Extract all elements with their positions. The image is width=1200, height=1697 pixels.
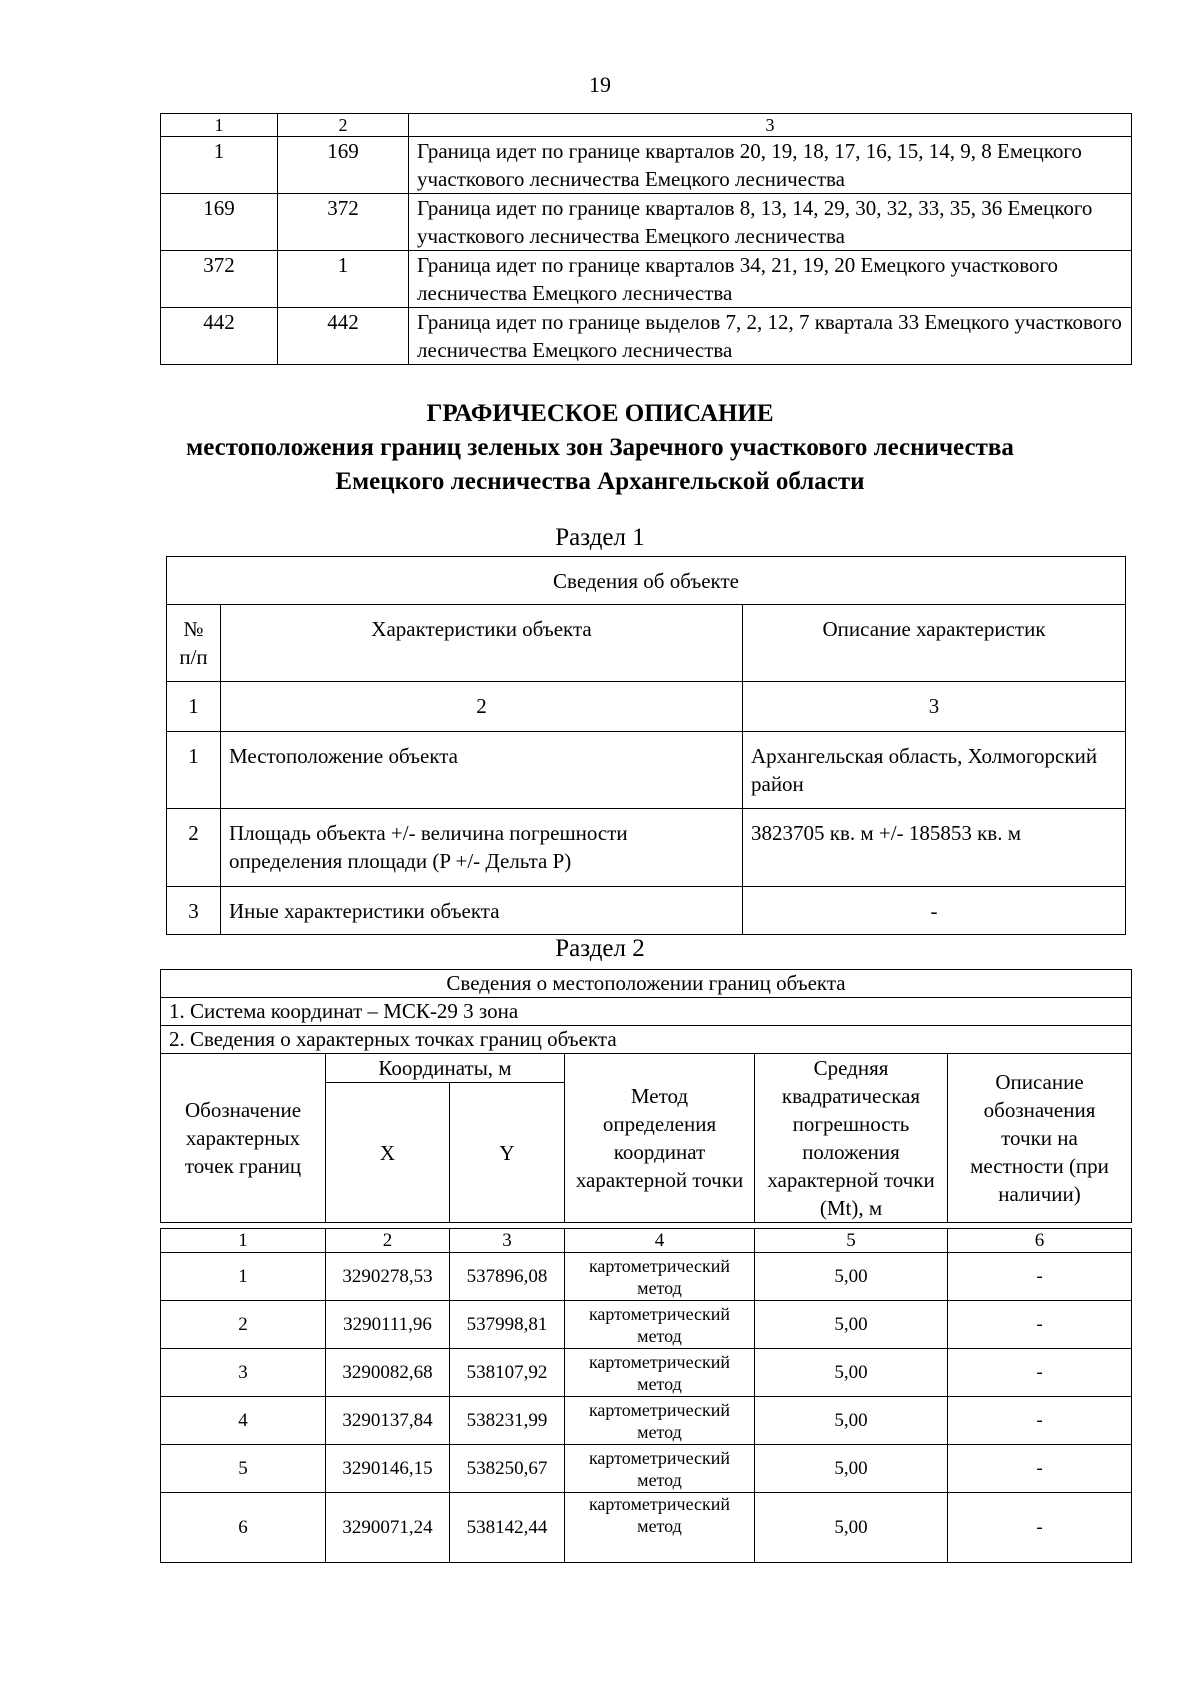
header-cell-characteristic: Характеристики объекта xyxy=(221,605,743,682)
table-title: Сведения об объекте xyxy=(167,557,1126,605)
coordinates-header-table xyxy=(160,969,1132,1223)
point-description: - xyxy=(948,1445,1132,1493)
to-point: 169 xyxy=(278,137,409,194)
table-row xyxy=(161,251,1132,308)
header-cell-method: Метод определения координат характерной точки xyxy=(565,1054,755,1223)
header-cell-description: Описание обозначения точки на местности (при наличии) xyxy=(948,1054,1132,1223)
boundary-description: Граница идет по границе кварталов 34, 21, 19, 20 Емецкого участкового лесничества Емецкого лесничества xyxy=(409,251,1132,308)
boundary-description: Граница идет по границе кварталов 20, 19, 18, 17, 16, 15, 14, 9, 8 Емецкого участкового лесничества Емецкого лесничества xyxy=(409,137,1132,194)
point-method: картометрический метод xyxy=(565,1349,755,1397)
index-cell: 6 xyxy=(948,1229,1132,1253)
info-row xyxy=(161,1026,1132,1054)
header-cell: 1 xyxy=(161,114,278,137)
row-description: - xyxy=(743,887,1126,935)
table-row xyxy=(161,1397,1132,1445)
boundary-description: Граница идет по границе выделов 7, 2, 12, 7 квартала 33 Емецкого участкового лесничества Емецкого лесничества xyxy=(409,308,1132,365)
index-cell: 1 xyxy=(161,1229,326,1253)
title-line: ГРАФИЧЕСКОЕ ОПИСАНИЕ xyxy=(426,400,774,427)
index-cell: 3 xyxy=(450,1229,565,1253)
header-cell-coordinates: Координаты, м xyxy=(326,1054,565,1083)
boundary-description: Граница идет по границе кварталов 8, 13, 14, 29, 30, 32, 33, 35, 36 Емецкого участкового лесничества Емецкого лесничества xyxy=(409,194,1132,251)
index-cell: 5 xyxy=(755,1229,948,1253)
table-row xyxy=(161,308,1132,365)
table-row xyxy=(161,1493,1132,1563)
point-y: 538231,99 xyxy=(450,1397,565,1445)
point-x: 3290082,68 xyxy=(326,1349,450,1397)
index-row xyxy=(167,682,1126,732)
coordinate-system: 1. Система координат – МСК-29 3 зона xyxy=(161,998,1132,1026)
point-method: картометрический метод xyxy=(565,1301,755,1349)
table-header-row xyxy=(161,114,1132,137)
point-number: 6 xyxy=(161,1493,326,1563)
point-error: 5,00 xyxy=(755,1253,948,1301)
point-y: 538107,92 xyxy=(450,1349,565,1397)
point-x: 3290111,96 xyxy=(326,1301,450,1349)
from-point: 1 xyxy=(161,137,278,194)
to-point: 372 xyxy=(278,194,409,251)
point-error: 5,00 xyxy=(755,1493,948,1563)
from-point: 442 xyxy=(161,308,278,365)
point-method: картометрический метод xyxy=(565,1253,755,1301)
header-cell-num: № п/п xyxy=(167,605,221,682)
coordinates-table xyxy=(160,1228,1132,1563)
index-cell: 4 xyxy=(565,1229,755,1253)
point-description: - xyxy=(948,1397,1132,1445)
point-method: картометрический метод xyxy=(565,1493,755,1563)
to-point: 442 xyxy=(278,308,409,365)
row-description: Архангельская область, Холмогорский район xyxy=(743,732,1126,809)
point-number: 2 xyxy=(161,1301,326,1349)
point-error: 5,00 xyxy=(755,1445,948,1493)
table-title-row xyxy=(167,557,1126,605)
point-x: 3290146,15 xyxy=(326,1445,450,1493)
title-line: Емецкого лесничества Архангельской области xyxy=(335,468,865,495)
point-error: 5,00 xyxy=(755,1397,948,1445)
row-num: 3 xyxy=(167,887,221,935)
table-header-row xyxy=(167,605,1126,682)
table-row xyxy=(161,1253,1132,1301)
table-row xyxy=(161,137,1132,194)
table-row xyxy=(167,887,1126,935)
page-number: 19 xyxy=(589,72,611,97)
header-cell: 3 xyxy=(409,114,1132,137)
table-title: Сведения о местоположении границ объекта xyxy=(161,970,1132,998)
point-number: 4 xyxy=(161,1397,326,1445)
point-error: 5,00 xyxy=(755,1301,948,1349)
index-cell: 2 xyxy=(326,1229,450,1253)
document-title xyxy=(0,397,1200,499)
header-cell-point: Обозначение характерных точек границ xyxy=(161,1054,326,1223)
boundary-table xyxy=(160,113,1132,365)
header-cell-description: Описание характеристик xyxy=(743,605,1126,682)
point-y: 537998,81 xyxy=(450,1301,565,1349)
point-number: 1 xyxy=(161,1253,326,1301)
index-cell: 3 xyxy=(743,682,1126,732)
point-description: - xyxy=(948,1493,1132,1563)
row-characteristic: Иные характеристики объекта xyxy=(221,887,743,935)
header-cell-x: X xyxy=(326,1083,450,1223)
point-method: картометрический метод xyxy=(565,1445,755,1493)
table-row xyxy=(167,809,1126,887)
row-num: 2 xyxy=(167,809,221,887)
row-num: 1 xyxy=(167,732,221,809)
index-cell: 1 xyxy=(167,682,221,732)
to-point: 1 xyxy=(278,251,409,308)
point-y: 538142,44 xyxy=(450,1493,565,1563)
point-number: 5 xyxy=(161,1445,326,1493)
points-info: 2. Сведения о характерных точках границ объекта xyxy=(161,1026,1132,1054)
table-header-row xyxy=(161,1054,1132,1083)
index-cell: 2 xyxy=(221,682,743,732)
point-method: картометрический метод xyxy=(565,1397,755,1445)
table-title-row xyxy=(161,970,1132,998)
point-y: 537896,08 xyxy=(450,1253,565,1301)
from-point: 372 xyxy=(161,251,278,308)
index-row xyxy=(161,1229,1132,1253)
point-x: 3290137,84 xyxy=(326,1397,450,1445)
section-1-heading: Раздел 1 xyxy=(555,524,645,551)
point-description: - xyxy=(948,1301,1132,1349)
header-cell-y: Y xyxy=(450,1083,565,1223)
table-row xyxy=(161,1301,1132,1349)
info-row xyxy=(161,998,1132,1026)
row-characteristic: Площадь объекта +/- величина погрешности определения площади (P +/- Дельта P) xyxy=(221,809,743,887)
row-characteristic: Местоположение объекта xyxy=(221,732,743,809)
point-error: 5,00 xyxy=(755,1349,948,1397)
table-row xyxy=(161,1349,1132,1397)
point-description: - xyxy=(948,1253,1132,1301)
header-cell: 2 xyxy=(278,114,409,137)
object-info-table xyxy=(166,556,1126,935)
row-description: 3823705 кв. м +/- 185853 кв. м xyxy=(743,809,1126,887)
point-y: 538250,67 xyxy=(450,1445,565,1493)
table-row xyxy=(161,194,1132,251)
title-line: местоположения границ зеленых зон Заречного участкового лесничества xyxy=(186,434,1014,461)
point-x: 3290071,24 xyxy=(326,1493,450,1563)
section-2-heading: Раздел 2 xyxy=(555,935,645,962)
point-x: 3290278,53 xyxy=(326,1253,450,1301)
point-description: - xyxy=(948,1349,1132,1397)
point-number: 3 xyxy=(161,1349,326,1397)
table-row xyxy=(161,1445,1132,1493)
from-point: 169 xyxy=(161,194,278,251)
header-cell-error: Средняя квадратическая погрешность положения характерной точки (Mt), м xyxy=(755,1054,948,1223)
table-row xyxy=(167,732,1126,809)
